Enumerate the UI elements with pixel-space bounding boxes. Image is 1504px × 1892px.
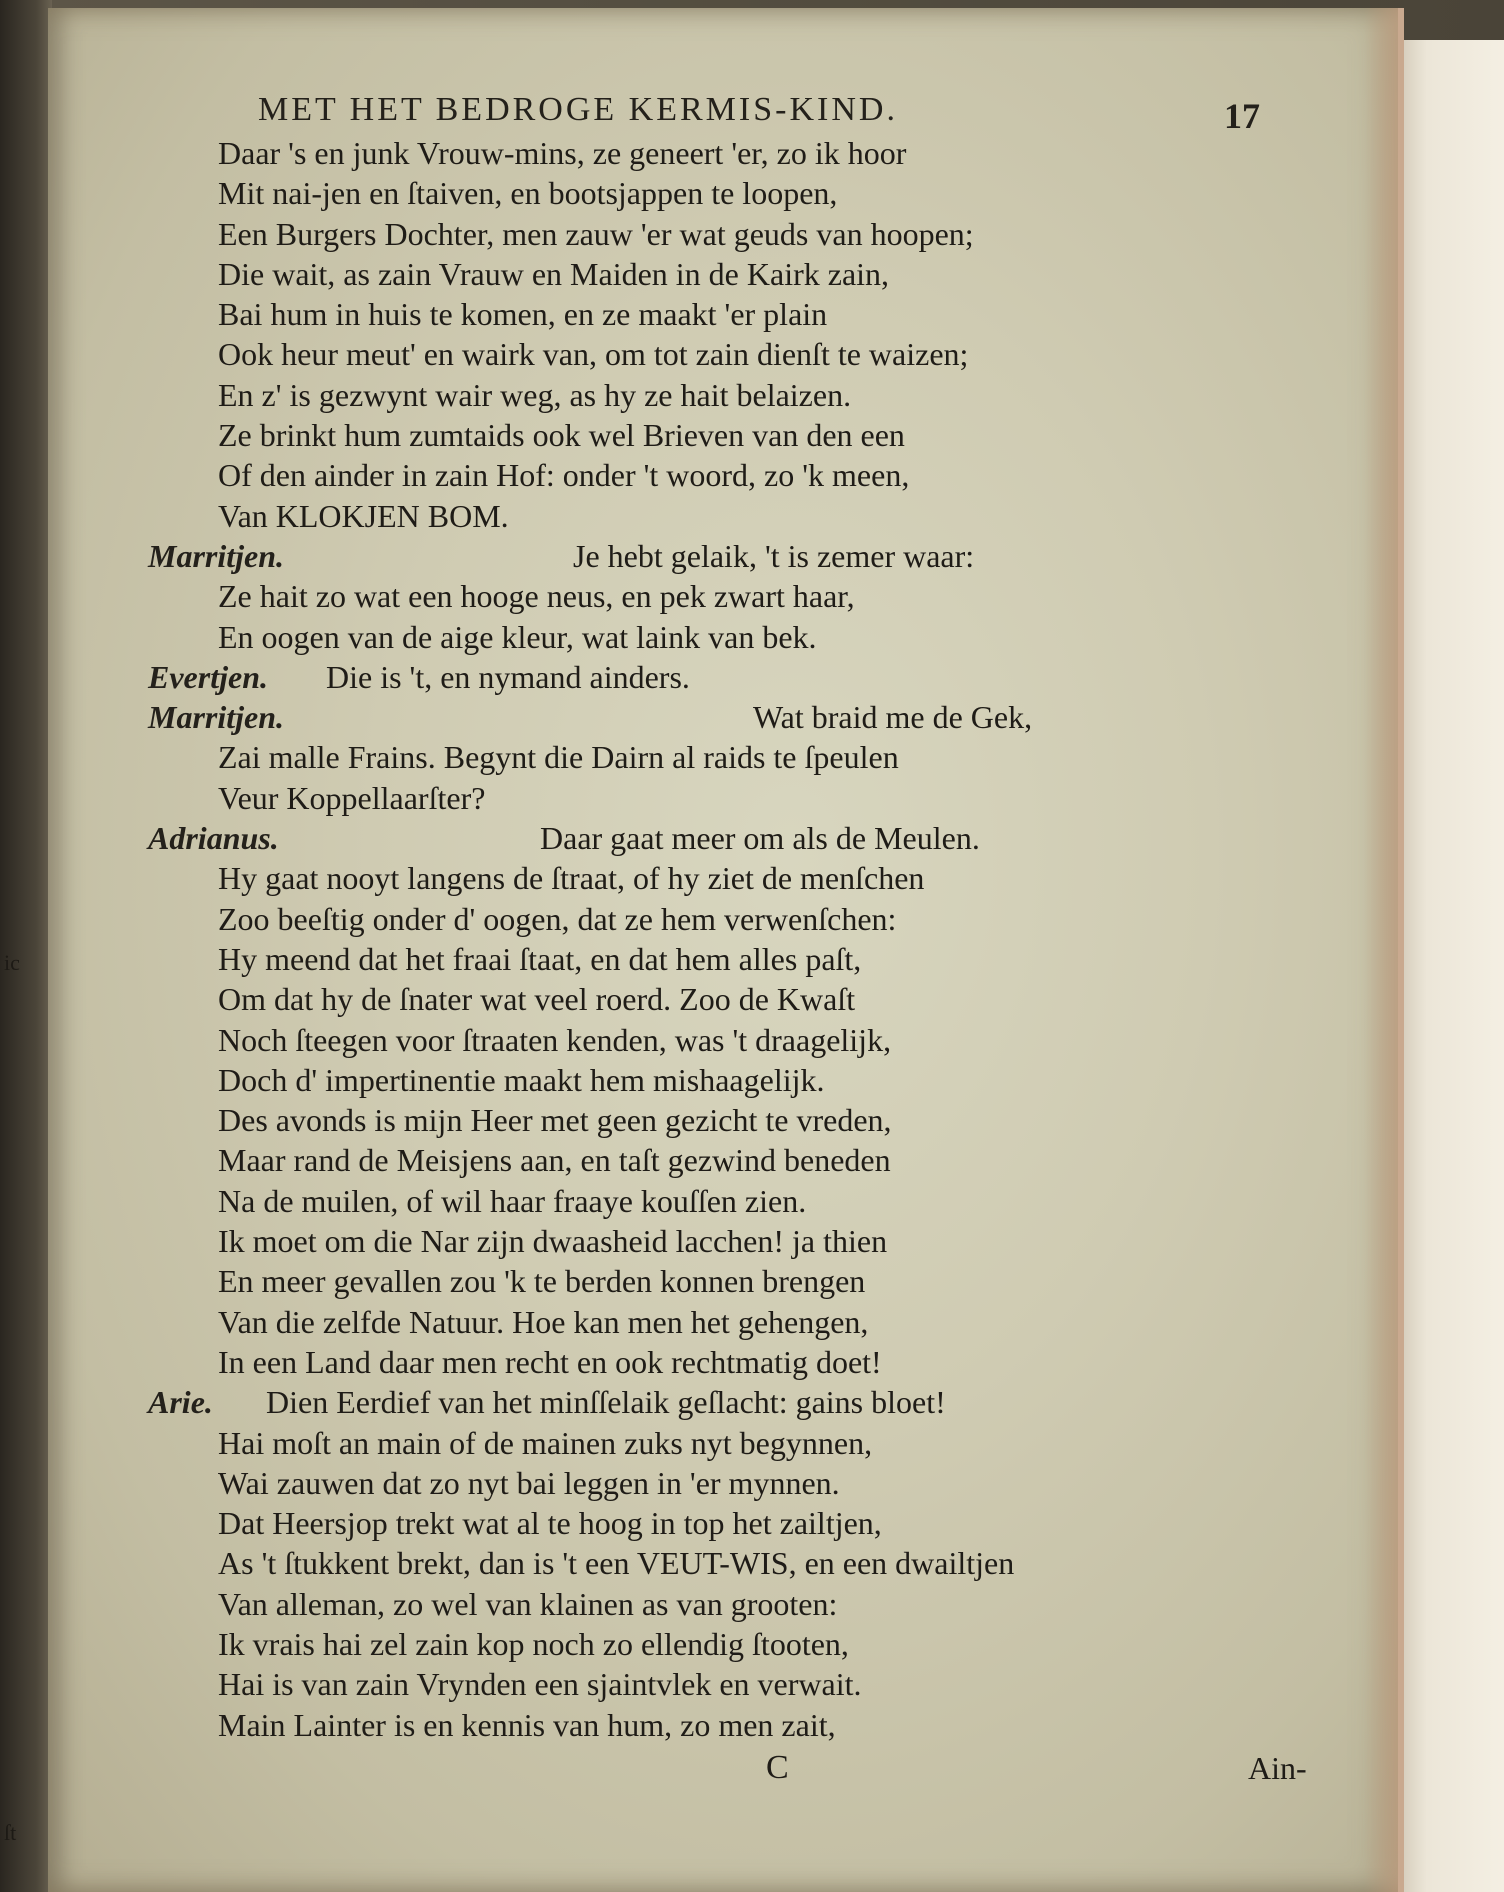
verse-line <box>148 617 1308 657</box>
verse-line <box>148 1020 1308 1060</box>
line-text: Dat Heersjop trekt wat al te hoog in top het zailtjen, <box>218 1505 882 1542</box>
line-text: Mit nai-jen en ſtaiven, en bootsjappen te loopen, <box>218 175 838 212</box>
verse-line <box>148 1463 1308 1503</box>
line-text: Van KLOKJEN BOM. <box>218 497 509 534</box>
line-text: Na de muilen, of wil haar fraaye kouſſen zien. <box>218 1182 807 1219</box>
speaker-name: Marritjen. <box>148 537 285 574</box>
line-text: Die wait, as zain Vrauw en Maiden in de Kairk zain, <box>218 255 890 292</box>
verse-line <box>148 576 1308 616</box>
signature-mark: C <box>766 1749 789 1786</box>
verse-line <box>148 1261 1308 1301</box>
line-text: Ze hait zo wat een hooge neus, en pek zwart haar, <box>218 578 855 615</box>
verse-line <box>148 979 1308 1019</box>
running-title: MET HET BEDROGE KERMIS-KIND. <box>258 91 898 128</box>
verse-line <box>148 455 1308 495</box>
verse-line <box>148 254 1308 294</box>
speaker-name: Evertjen. <box>148 658 268 695</box>
line-text: Ik vrais hai zel zain kop noch zo ellendig ſtooten, <box>218 1625 849 1662</box>
verse-line <box>148 133 1308 173</box>
line-text: Bai hum in huis te komen, en ze maakt 'er plain <box>218 296 828 333</box>
line-text: Hy meend dat het fraai ſtaat, en dat hem alles paſt, <box>218 940 862 977</box>
line-text: Wat braid me de Gek, <box>753 699 1033 736</box>
verse-line <box>148 1584 1308 1624</box>
verse-line <box>148 1382 1308 1422</box>
verse-line <box>148 1423 1308 1463</box>
verse-line <box>148 173 1308 213</box>
verse-line <box>148 1624 1308 1664</box>
verse-line <box>148 899 1308 939</box>
line-text: In een Land daar men recht en ook rechtmatig doet! <box>218 1343 882 1380</box>
line-text: Maar rand de Meisjens aan, en taſt gezwind beneden <box>218 1142 891 1179</box>
line-text: Ik moet om die Nar zijn dwaasheid lacchen! ja thien <box>218 1223 888 1260</box>
line-text: Je hebt gelaik, 't is zemer waar: <box>573 537 975 574</box>
line-text: Veur Koppellaarſter? <box>218 779 486 816</box>
line-text: Hai is van zain Vrynden een sjaintvlek en verwait. <box>218 1666 862 1703</box>
line-text: Des avonds is mijn Heer met geen gezicht te vreden, <box>218 1102 892 1139</box>
verse-line <box>148 1100 1308 1140</box>
verse-line <box>148 536 1308 576</box>
verse-line <box>148 778 1308 818</box>
verse-line <box>148 1181 1308 1221</box>
catchword: Ain- <box>1248 1750 1307 1786</box>
margin-mark: ic <box>4 950 20 975</box>
verse-line <box>148 1342 1308 1382</box>
speaker-name: Marritjen. <box>148 699 285 736</box>
verse-line <box>148 496 1308 536</box>
line-text: Daar 's en junk Vrouw-mins, ze geneert 'er, zo ik hoor <box>218 135 907 171</box>
speaker-name: Arie. <box>148 1384 213 1421</box>
verse-line <box>148 939 1308 979</box>
page-right-edge <box>1364 8 1398 1892</box>
line-text: En z' is gezwynt wair weg, as hy ze hait belaizen. <box>218 376 852 413</box>
line-text: Die is 't, en nymand ainders. <box>326 658 690 695</box>
verse-line <box>148 294 1308 334</box>
line-text: En oogen van de aige kleur, wat laink van bek. <box>218 618 817 655</box>
verse-lines <box>148 133 1308 1745</box>
line-text: Van die zelfde Natuur. Hoe kan men het gehengen, <box>218 1303 869 1340</box>
speaker-name: Adrianus. <box>148 820 279 857</box>
verse-line <box>148 697 1308 737</box>
verse-line <box>148 1302 1308 1342</box>
verse-line <box>148 657 1308 697</box>
line-text: As 't ſtukkent brekt, dan is 't een VEUT-WIS, en een dwailtjen <box>218 1545 1015 1582</box>
book-page <box>48 8 1404 1892</box>
line-text: Of den ainder in zain Hof: onder 't woord, zo 'k meen, <box>218 457 910 494</box>
line-text: Doch d' impertinentie maakt hem mishaagelijk. <box>218 1061 825 1098</box>
line-text: Dien Eerdief van het minſſelaik geſlacht: gains bloet! <box>266 1384 946 1421</box>
margin-mark: ſt <box>4 1820 17 1845</box>
line-text: Zai malle Frains. Begynt die Dairn al raids te ſpeulen <box>218 739 899 776</box>
back-page-edge <box>1394 40 1504 1892</box>
verse-line <box>148 334 1308 374</box>
verse-line <box>148 1060 1308 1100</box>
verse-line <box>148 1140 1308 1180</box>
page-number: 17 <box>1224 96 1260 136</box>
line-text: Ze brinkt hum zumtaids ook wel Brieven van den een <box>218 417 905 454</box>
verse-line <box>148 214 1308 254</box>
line-text: Hai moſt an main of de mainen zuks nyt begynnen, <box>218 1424 873 1461</box>
line-text: Van alleman, zo wel van klainen as van grooten: <box>218 1585 838 1622</box>
verse-line <box>148 1221 1308 1261</box>
verse-line <box>148 818 1308 858</box>
book-left-edge <box>0 0 52 1892</box>
verse-line <box>148 1543 1308 1583</box>
verse-line <box>148 415 1308 455</box>
verse-line <box>148 737 1308 777</box>
verse-line <box>148 1705 1308 1745</box>
line-text: Ook heur meut' en wairk van, om tot zain dienſt te waizen; <box>218 336 969 373</box>
verse-line <box>148 858 1308 898</box>
line-text: Hy gaat nooyt langens de ſtraat, of hy ziet de menſchen <box>218 860 925 897</box>
line-text: Daar gaat meer om als de Meulen. <box>540 820 980 857</box>
verse-line <box>148 1503 1308 1543</box>
line-text: Een Burgers Dochter, men zauw 'er wat geuds van hoopen; <box>218 215 974 252</box>
verse-line <box>148 1664 1308 1704</box>
verse-line <box>148 375 1308 415</box>
line-text: Wai zauwen dat zo nyt bai leggen in 'er mynnen. <box>218 1464 840 1501</box>
line-text: En meer gevallen zou 'k te berden konnen brengen <box>218 1263 866 1300</box>
line-text: Main Lainter is en kennis van hum, zo men zait, <box>218 1706 836 1743</box>
line-text: Noch ſteegen voor ſtraaten kenden, was 't draagelijk, <box>218 1021 892 1058</box>
line-text: Zoo beeſtig onder d' oogen, dat ze hem verwenſchen: <box>218 900 897 937</box>
line-text: Om dat hy de ſnater wat veel roerd. Zoo de Kwaſt <box>218 981 856 1018</box>
